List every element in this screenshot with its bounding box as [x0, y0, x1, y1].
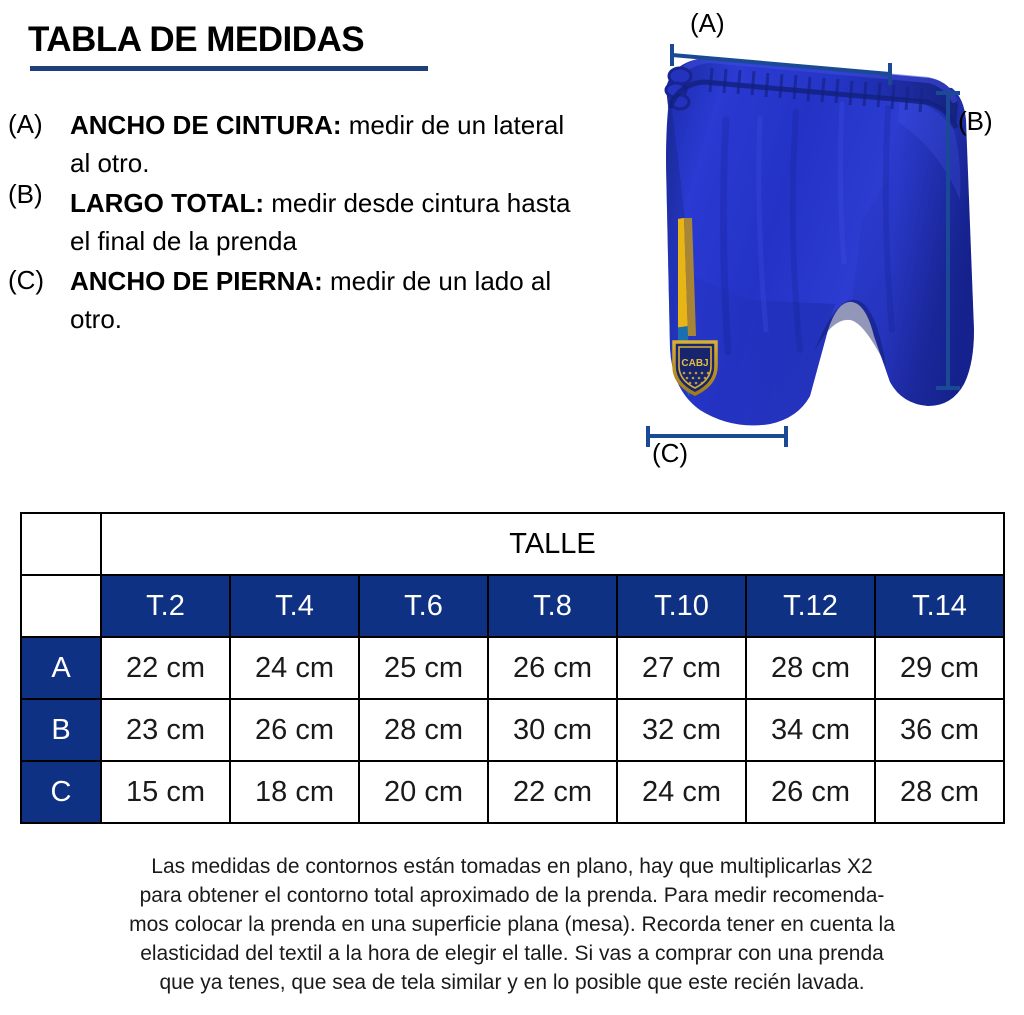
cell-b-t14: 36 cm [875, 699, 1004, 761]
table-row [21, 699, 1004, 761]
legend-term-a: ANCHO DE CINTURA: [70, 110, 342, 140]
table-row-group-header [21, 513, 1004, 575]
footnote-text [62, 852, 962, 997]
footnote-line: elasticidad del textil a la hora de elegir el talle. Si vas a comprar con una prenda [140, 942, 884, 965]
legend-tag-b: (B) [8, 179, 43, 209]
cell-c-t2: 15 cm [101, 761, 230, 823]
dimension-label-a: (A) [690, 8, 725, 38]
header-corner-cell [21, 575, 101, 637]
legend-body-c [70, 262, 588, 338]
cell-b-t8: 30 cm [488, 699, 617, 761]
size-header-t12[interactable]: T.12 [746, 575, 875, 637]
size-header-t14[interactable]: T.14 [875, 575, 1004, 637]
cell-a-t14: 29 cm [875, 637, 1004, 699]
cell-c-t6: 20 cm [359, 761, 488, 823]
footnote-line: para obtener el contorno total aproximado de la prenda. Para medir recomenda- [139, 884, 885, 907]
cell-a-t12: 28 cm [746, 637, 875, 699]
table-row-size-header [21, 575, 1004, 637]
row-label-c: C [21, 761, 101, 823]
legend-item-a [8, 106, 588, 182]
table-row [21, 761, 1004, 823]
cell-c-t12: 26 cm [746, 761, 875, 823]
cell-a-t6: 25 cm [359, 637, 488, 699]
legend-desc-a: medir de un lateral al otro. [70, 110, 565, 178]
dimension-label-c: (C) [652, 438, 689, 468]
legend-tag-a: (A) [8, 109, 43, 139]
size-chart-table [20, 512, 1004, 824]
legend-item-b [8, 179, 588, 260]
size-header-t8[interactable]: T.8 [488, 575, 617, 637]
cell-b-t10: 32 cm [617, 699, 746, 761]
measurement-legend [8, 106, 588, 338]
legend-body-a [70, 106, 588, 182]
cell-c-t8: 22 cm [488, 761, 617, 823]
table-row [21, 637, 1004, 699]
size-header-t6[interactable]: T.6 [359, 575, 488, 637]
legend-term-c: ANCHO DE PIERNA: [70, 266, 323, 296]
size-header-t2[interactable]: T.2 [101, 575, 230, 637]
legend-desc-b: medir desde cintura hasta el final de la prenda [70, 188, 571, 256]
size-header-t4[interactable]: T.4 [230, 575, 359, 637]
page-title: TABLA DE MEDIDAS [28, 20, 365, 59]
cell-c-t10: 24 cm [617, 761, 746, 823]
legend-body-b [70, 184, 588, 260]
title-underline-rule [30, 66, 428, 71]
cell-a-t2: 22 cm [101, 637, 230, 699]
group-header-talle: TALLE [101, 513, 1004, 575]
cell-b-t4: 26 cm [230, 699, 359, 761]
legend-term-b: LARGO TOTAL: [70, 188, 265, 218]
cell-a-t4: 24 cm [230, 637, 359, 699]
size-header-t10[interactable]: T.10 [617, 575, 746, 637]
cell-c-t4: 18 cm [230, 761, 359, 823]
footnote-line: mos colocar la prenda en una superficie plana (mesa). Recorda tener en cuenta la [129, 913, 895, 936]
footnote-line: que ya tenes, que sea de tela similar y en lo posible que este recién lavada. [159, 971, 865, 994]
cell-b-t12: 34 cm [746, 699, 875, 761]
corner-spacer-cell [21, 513, 101, 575]
shorts-illustration [600, 0, 1024, 495]
measurements-grid [20, 512, 1005, 824]
row-label-a: A [21, 637, 101, 699]
cell-b-t6: 28 cm [359, 699, 488, 761]
legend-item-c [8, 262, 588, 338]
cell-c-t14: 28 cm [875, 761, 1004, 823]
cell-a-t8: 26 cm [488, 637, 617, 699]
svg-text:CABJ: CABJ [681, 358, 709, 369]
cell-b-t2: 23 cm [101, 699, 230, 761]
row-label-b: B [21, 699, 101, 761]
footnote-line: Las medidas de contornos están tomadas en plano, hay que multiplicarlas X2 [151, 855, 873, 878]
dimension-label-b: (B) [958, 106, 993, 136]
legend-tag-c: (C) [8, 265, 45, 295]
legend-desc-c: medir de un lado al otro. [70, 266, 552, 334]
cell-a-t10: 27 cm [617, 637, 746, 699]
